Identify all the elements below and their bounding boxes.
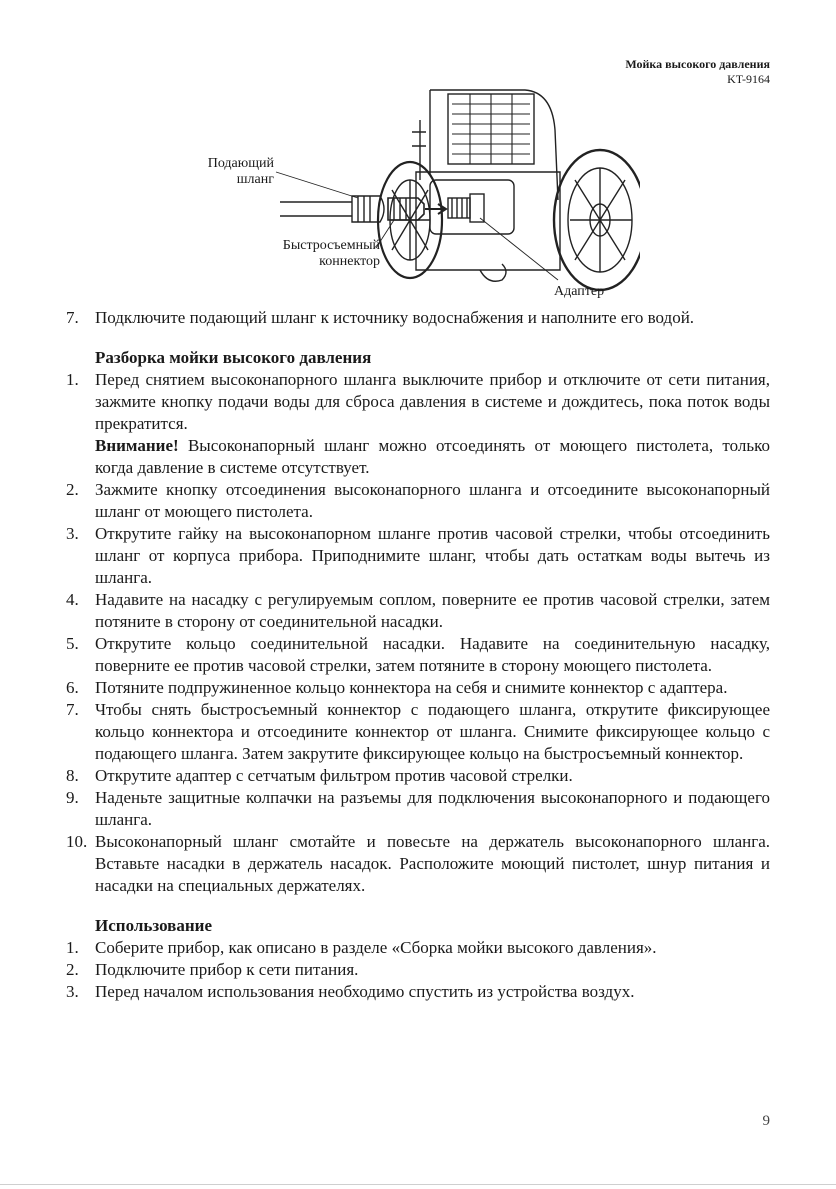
step-text: Подключите подающий шланг к источнику водоснабжения и наполните его водой.: [95, 308, 695, 327]
section-title-disassembly: Разборка мойки высокого давления: [95, 348, 372, 367]
step-7: [66, 307, 770, 329]
page-content: [66, 307, 770, 1003]
label-adapter: Адаптер: [554, 284, 605, 299]
connection-illustration: [180, 80, 640, 302]
item-text: Зажмите кнопку отсоединения высоконапорного шланга и отсоедините высоконапорный шланг от моющего пистолета.: [95, 480, 770, 521]
section-title-usage: Использование: [95, 916, 212, 935]
warning-note: [66, 435, 770, 479]
list-item: [66, 959, 770, 981]
item-number: 2.: [66, 480, 79, 499]
page-header: [625, 57, 770, 87]
list-item: [66, 633, 770, 677]
item-text: Перед началом использования необходимо спустить из устройства воздух.: [95, 982, 635, 1001]
page-bottom-divider: [0, 1184, 836, 1185]
warning-text: Высоконапорный шланг можно отсоединять от моющего пистолета, только когда давление в системе отсутствует.: [95, 436, 770, 477]
item-number: 5.: [66, 634, 79, 653]
list-item: [66, 523, 770, 589]
item-number: 9.: [66, 788, 79, 807]
item-number: 10.: [66, 832, 88, 851]
list-item: [66, 937, 770, 959]
item-number: 6.: [66, 678, 79, 697]
item-text: Чтобы снять быстросъемный коннектор с подающего шланга, открутите фиксирующее кольцо коннектора и отсоедините коннектор от шланга. Снимите фиксирующее кольцо с подающего шланга. Затем закрутите фиксирующее кольцо на быстросъемный коннектор.: [95, 700, 770, 763]
list-item: [66, 787, 770, 831]
item-text: Надавите на насадку с регулируемым соплом, поверните ее против часовой стрелки, затем потяните в сторону от соединительной насадки.: [95, 590, 770, 631]
list-item: [66, 765, 770, 787]
warning-label: Внимание!: [95, 436, 179, 455]
label-supply-hose: Подающий шланг: [207, 156, 274, 187]
list-item: [66, 677, 770, 699]
list-item: [66, 981, 770, 1003]
item-text: Высоконапорный шланг смотайте и повесьте на держатель высоконапорного шланга. Вставьте насадки в держатель насадок. Расположите моющий пистолет, шнур питания и насадки на специальных держателях.: [95, 832, 770, 895]
list-item: [66, 479, 770, 523]
header-title: Мойка высокого давления: [625, 57, 770, 71]
label-quick-connector: Быстросъемный коннектор: [282, 238, 380, 269]
item-number: 2.: [66, 960, 79, 979]
item-number: 8.: [66, 766, 79, 785]
item-text: Подключите прибор к сети питания.: [95, 960, 359, 979]
item-text: Соберите прибор, как описано в разделе «Сборка мойки высокого давления».: [95, 938, 657, 957]
item-number: 1.: [66, 938, 79, 957]
item-text: Наденьте защитные колпачки на разъемы для подключения высоконапорного и подающего шланга.: [95, 788, 770, 829]
item-text: Перед снятием высоконапорного шланга выключите прибор и отключите от сети питания, зажмите кнопку подачи воды для сброса давления в системе и дождитесь, пока поток воды прекратится.: [95, 370, 770, 433]
item-number: 4.: [66, 590, 79, 609]
page-number: 9: [762, 1113, 770, 1129]
list-item: [66, 699, 770, 765]
item-number: 3.: [66, 982, 79, 1001]
item-number: 3.: [66, 524, 79, 543]
item-text: Открутите гайку на высоконапорном шланге против часовой стрелки, чтобы отсоединить шланг от корпуса прибора. Приподнимите шланг, чтобы дать остаткам воды вытечь из шланга.: [95, 524, 770, 587]
washer-drawing: [180, 80, 640, 302]
item-number: 7.: [66, 700, 79, 719]
item-text: Потяните подпружиненное кольцо коннектора на себя и снимите коннектор с адаптера.: [95, 678, 728, 697]
item-text: Открутите адаптер с сетчатым фильтром против часовой стрелки.: [95, 766, 573, 785]
item-text: Открутите кольцо соединительной насадки. Надавите на соединительную насадку, поверните ее против часовой стрелки, затем потяните в сторону моющего пистолета.: [95, 634, 770, 675]
item-number: 1.: [66, 370, 79, 389]
list-item: [66, 369, 770, 435]
step-number: 7.: [66, 308, 79, 327]
list-item: [66, 589, 770, 633]
header-model: KT-9164: [727, 72, 770, 86]
list-item: [66, 831, 770, 897]
